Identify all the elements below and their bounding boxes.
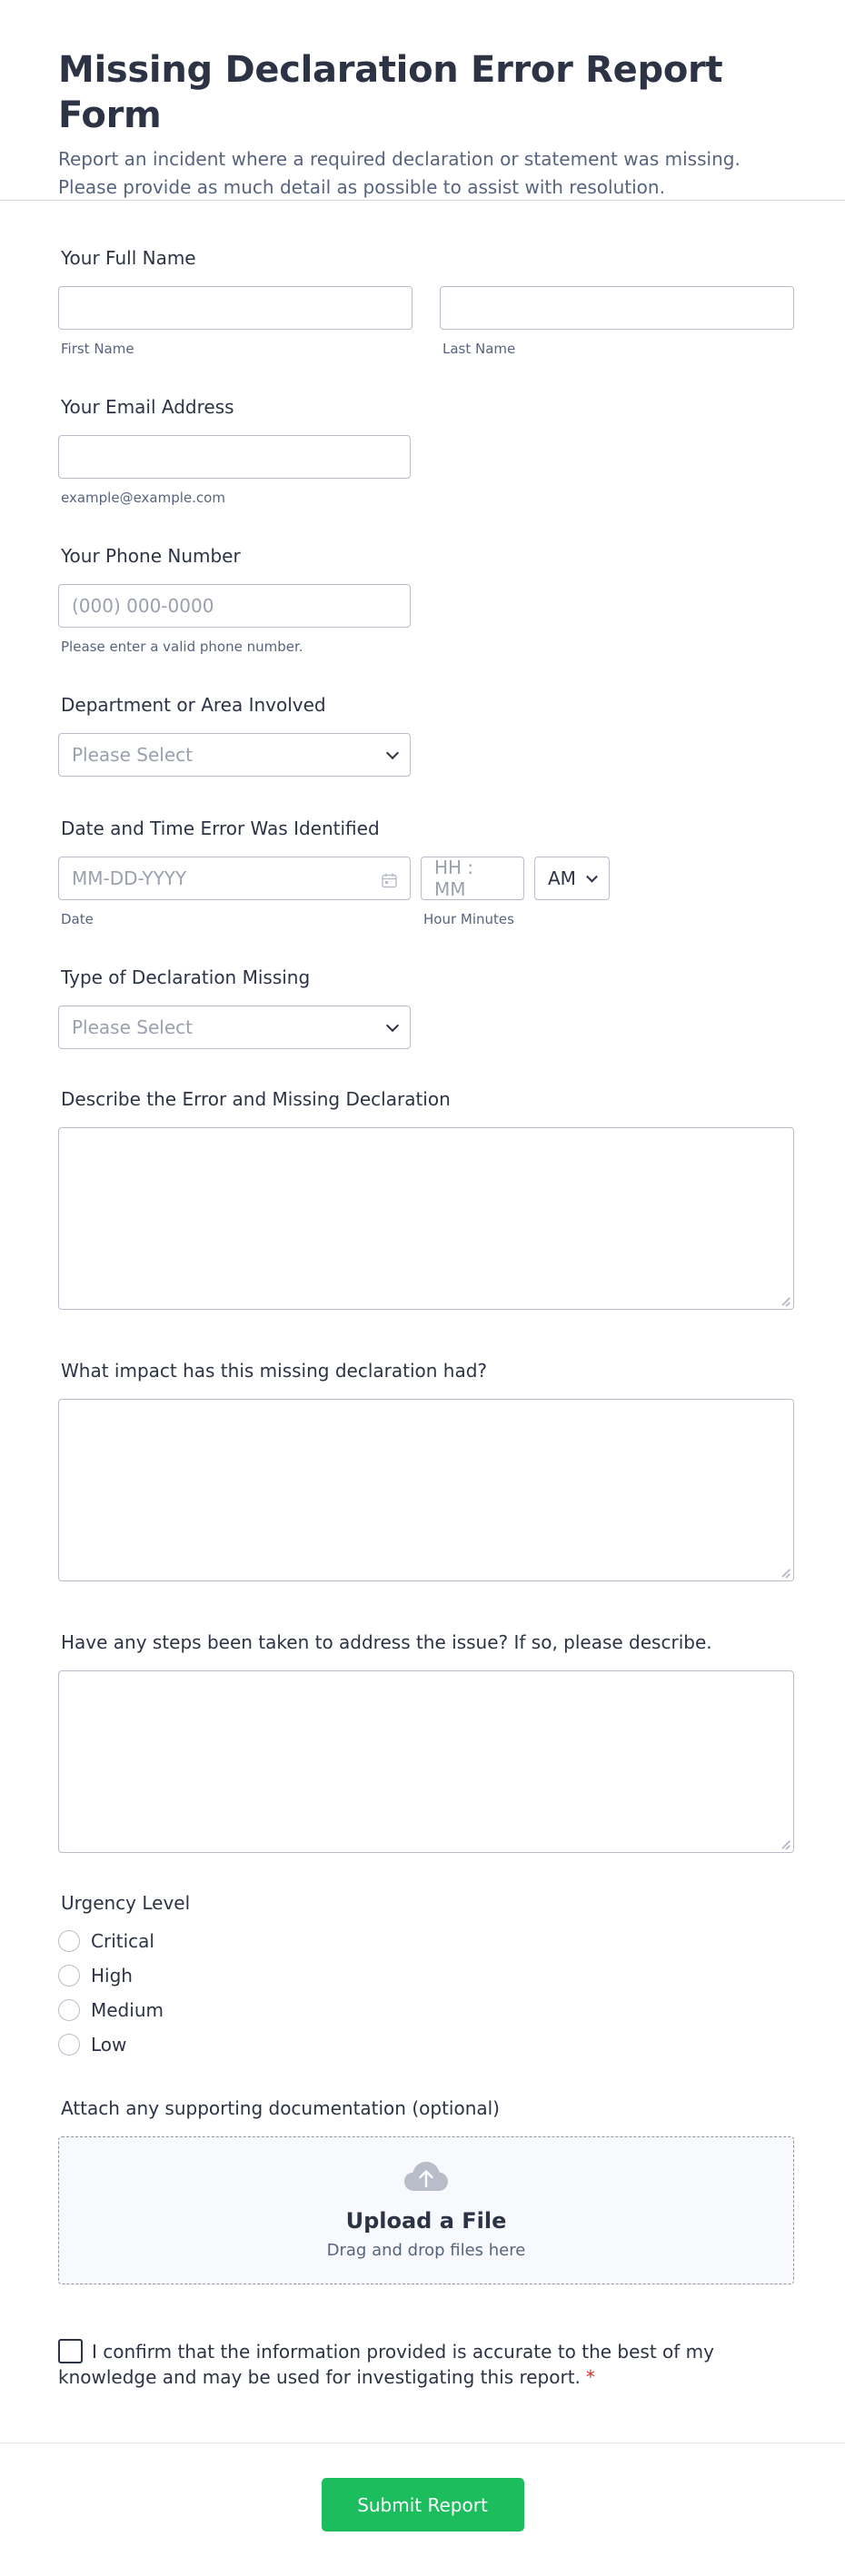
date-sublabel: Date bbox=[61, 911, 94, 927]
last-name-input[interactable] bbox=[440, 286, 794, 330]
first-name-input[interactable] bbox=[58, 286, 413, 330]
radio-option-medium[interactable] bbox=[58, 1993, 794, 2027]
form-footer bbox=[0, 2442, 845, 2576]
describe-textarea[interactable] bbox=[58, 1127, 794, 1310]
department-select[interactable] bbox=[58, 733, 411, 777]
confirm-wrapper bbox=[58, 2339, 794, 2390]
steps-label: Have any steps been taken to address the issue? If so, please describe. bbox=[61, 1631, 712, 1653]
file-upload-dropzone[interactable] bbox=[58, 2136, 794, 2284]
phone-input[interactable]: (000) 000-0000 bbox=[58, 584, 411, 628]
declaration-type-label: Type of Declaration Missing bbox=[61, 966, 311, 988]
declaration-type-select[interactable] bbox=[58, 1006, 411, 1049]
date-input[interactable] bbox=[58, 857, 411, 900]
steps-field bbox=[58, 1630, 794, 1853]
time-sublabel: Hour Minutes bbox=[423, 911, 514, 927]
radio-button[interactable] bbox=[58, 1930, 80, 1952]
ampm-select-value: AM bbox=[548, 867, 576, 889]
last-name-sublabel: Last Name bbox=[442, 341, 516, 357]
impact-field bbox=[58, 1359, 794, 1581]
full-name-field bbox=[58, 246, 794, 357]
impact-label: What impact has this missing declaration had? bbox=[61, 1360, 488, 1382]
ampm-select[interactable] bbox=[534, 857, 610, 900]
declaration-type-select-value: Please Select bbox=[72, 1016, 193, 1038]
urgency-options bbox=[58, 1924, 794, 2062]
urgency-label: Urgency Level bbox=[61, 1892, 191, 1914]
radio-label: Critical bbox=[91, 1930, 154, 1952]
phone-label: Your Phone Number bbox=[61, 545, 241, 567]
phone-sublabel: Please enter a valid phone number. bbox=[61, 639, 303, 655]
submit-button[interactable]: Submit Report bbox=[322, 2478, 524, 2531]
radio-button[interactable] bbox=[58, 2034, 80, 2056]
steps-textarea[interactable] bbox=[58, 1670, 794, 1853]
chevron-down-icon bbox=[386, 747, 399, 759]
resize-handle-icon[interactable] bbox=[780, 1839, 790, 1848]
datetime-field bbox=[58, 817, 794, 927]
resize-handle-icon[interactable] bbox=[780, 1296, 790, 1305]
department-label: Department or Area Involved bbox=[61, 694, 326, 716]
first-name-sublabel: First Name bbox=[61, 341, 134, 357]
radio-option-critical[interactable] bbox=[58, 1924, 794, 1958]
date-placeholder: MM-DD-YYYY bbox=[72, 867, 187, 889]
describe-field bbox=[58, 1087, 794, 1310]
form-body bbox=[0, 246, 845, 2390]
form-subtitle: Report an incident where a required declaration or statement was missing. Please provide as much detail as possible to assist with resolution. bbox=[58, 148, 741, 198]
cloud-upload-icon bbox=[403, 2161, 449, 2195]
radio-option-high[interactable] bbox=[58, 1958, 794, 1993]
radio-label: Low bbox=[91, 2034, 127, 2056]
radio-label: High bbox=[91, 1965, 133, 1986]
attachment-field bbox=[58, 2096, 794, 2284]
department-field bbox=[58, 693, 794, 777]
department-select-value: Please Select bbox=[72, 744, 193, 766]
radio-label: Medium bbox=[91, 1999, 164, 2021]
upload-title: Upload a File bbox=[345, 2208, 507, 2234]
radio-option-low[interactable] bbox=[58, 2027, 794, 2062]
chevron-down-icon bbox=[586, 871, 598, 883]
form-header bbox=[0, 0, 845, 201]
upload-subtitle: Drag and drop files here bbox=[326, 2241, 526, 2260]
calendar-icon[interactable] bbox=[382, 871, 397, 887]
confirm-field bbox=[58, 2339, 794, 2390]
chevron-down-icon bbox=[386, 1019, 399, 1032]
radio-button[interactable] bbox=[58, 1999, 80, 2021]
attachment-label: Attach any supporting documentation (optional) bbox=[61, 2097, 500, 2119]
required-mark: * bbox=[585, 2366, 595, 2388]
email-input[interactable] bbox=[58, 435, 411, 479]
email-sublabel: example@example.com bbox=[61, 490, 225, 506]
radio-button[interactable] bbox=[58, 1965, 80, 1986]
impact-textarea[interactable] bbox=[58, 1399, 794, 1581]
confirm-checkbox[interactable] bbox=[58, 2339, 83, 2363]
describe-label: Describe the Error and Missing Declaration bbox=[61, 1088, 451, 1110]
confirm-text: I confirm that the information provided is accurate to the best of my knowledge and may be used for investigating this report. bbox=[58, 2341, 714, 2388]
declaration-type-field bbox=[58, 966, 794, 1049]
phone-field bbox=[58, 544, 794, 655]
full-name-label: Your Full Name bbox=[61, 247, 196, 269]
resize-handle-icon[interactable] bbox=[780, 1568, 790, 1577]
email-field bbox=[58, 395, 794, 506]
form-title: Missing Declaration Error Report Form bbox=[58, 49, 723, 136]
email-label: Your Email Address bbox=[61, 396, 234, 418]
datetime-label: Date and Time Error Was Identified bbox=[61, 817, 380, 839]
urgency-field bbox=[58, 1891, 794, 2062]
time-input[interactable]: HH : MM bbox=[421, 857, 524, 900]
